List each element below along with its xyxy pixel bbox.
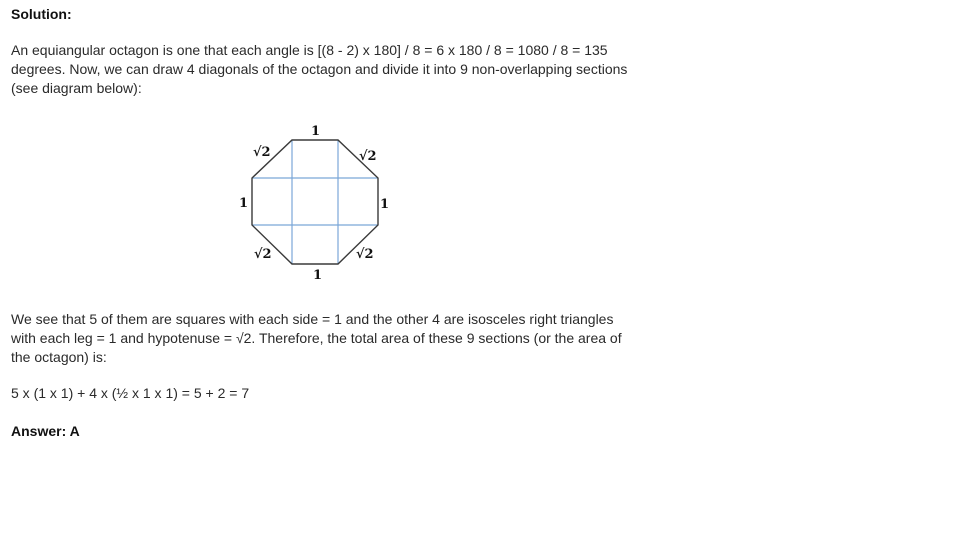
area-equation (11, 384, 631, 403)
label-bottom-side: 1 (313, 268, 323, 283)
intro-line: degrees. Now, we can draw 4 diagonals of the octagon and divide it into 9 non-overlapping sections (11, 61, 628, 77)
explanation-line: with each leg = 1 and hypotenuse = √2. Therefore, the total area of these 9 sections (or the area of (11, 330, 622, 346)
intro-paragraph (11, 41, 631, 98)
explanation-line: We see that 5 of them are squares with each side = 1 and the other 4 are isosceles right triangles (11, 311, 614, 327)
label-top-right-diagonal: √2 (359, 149, 377, 164)
explanation-line: the octagon) is: (11, 349, 107, 365)
octagon-diagram (225, 118, 400, 288)
label-top-left-diagonal: √2 (253, 145, 271, 160)
label-bottom-right-diagonal: √2 (356, 247, 374, 262)
label-left-side: 1 (239, 196, 249, 211)
intro-line: An equiangular octagon is one that each angle is [(8 - 2) x 180] / 8 = 6 x 180 / 8 = 1080 / 8 = 135 (11, 42, 608, 58)
label-top-side: 1 (311, 124, 321, 139)
explanation-paragraph (11, 310, 631, 367)
answer-text: Answer: A (11, 423, 80, 439)
label-bottom-left-diagonal: √2 (254, 247, 272, 262)
label-right-side: 1 (380, 197, 390, 212)
intro-line: (see diagram below): (11, 80, 142, 96)
solution-heading: Solution: (11, 6, 72, 22)
equation-line: 5 x (1 x 1) + 4 x (½ x 1 x 1) = 5 + 2 = 7 (11, 385, 250, 401)
